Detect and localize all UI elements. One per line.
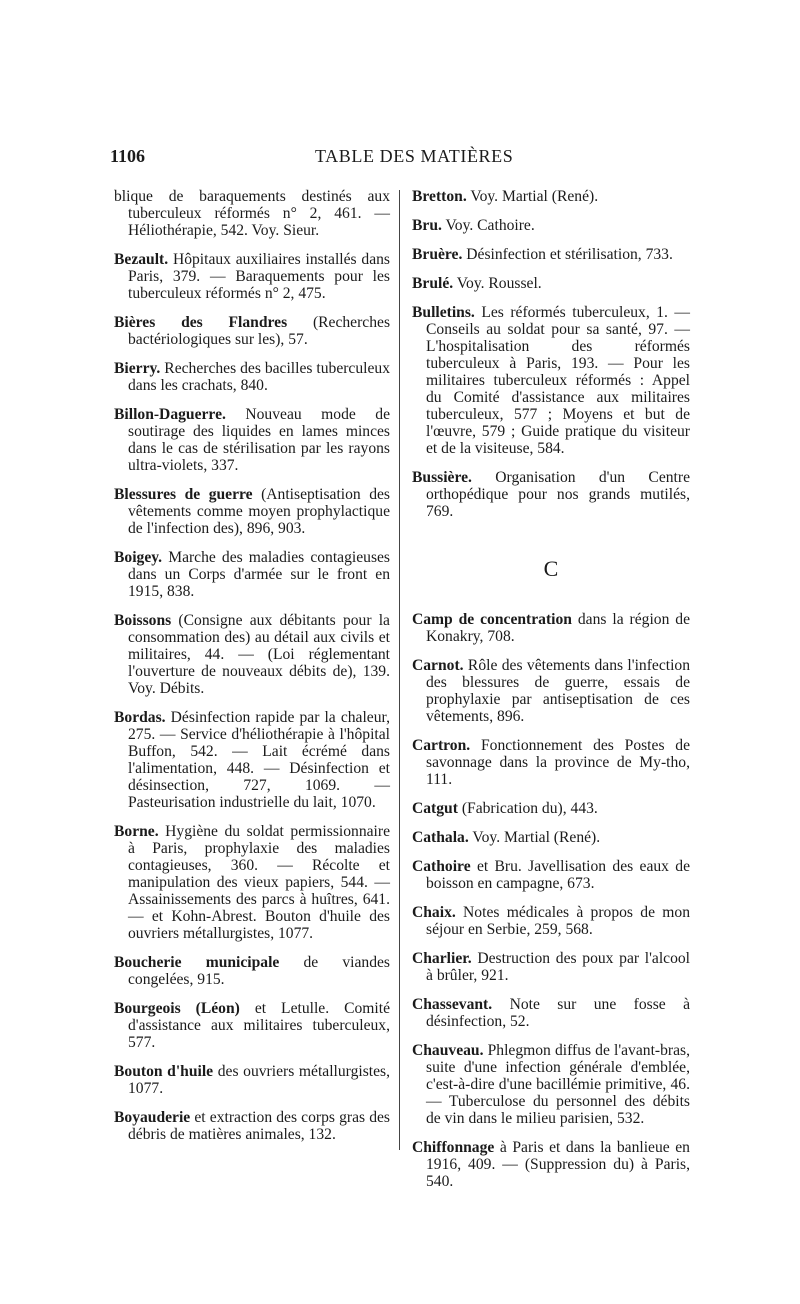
index-entry <box>412 217 690 234</box>
entry-heading: Bierry. <box>114 360 161 377</box>
entry-text: Recherches des bacilles tuberculeux dans les crachats, 840. <box>128 360 391 394</box>
entry-text: blique de baraquements destinés aux tuberculeux réformés n° 2, 461. — Héliothérapie, 542. Voy. Sieur. <box>114 188 390 239</box>
entry-heading: Charlier. <box>412 950 472 967</box>
entry-text: Voy. Roussel. <box>456 275 542 292</box>
index-entry <box>114 549 390 600</box>
entry-heading: Chauveau. <box>412 1042 484 1059</box>
index-entry <box>114 406 390 474</box>
entry-heading: Catgut <box>412 800 458 817</box>
index-entry <box>114 251 390 302</box>
entry-text: (Fabrication du), 443. <box>461 800 598 817</box>
entry-heading: Bretton. <box>412 188 467 205</box>
index-entry <box>412 950 690 984</box>
entry-text: Fonctionnement des Postes de savonnage dans la province de My-tho, 111. <box>426 737 690 788</box>
index-entry <box>412 657 690 725</box>
entry-text: Marche des maladies contagieuses dans un Corps d'armée sur le front en 1915, 838. <box>128 549 390 600</box>
index-entries-c <box>412 611 690 1190</box>
index-entry <box>114 1000 390 1051</box>
entry-text: Rôle des vêtements dans l'infection des blessures de guerre, essais de prophylaxie par antiseptisation de ces vêtements, 896. <box>426 657 690 725</box>
entry-heading: Chassevant. <box>412 996 493 1013</box>
entry-text: Désinfection rapide par la chaleur, 275. — Service d'héliothérapie à l'hôpital Buffon, 542. — Lait écrémé dans l'alimentation, 448. — Désinfection et désinsection, 727, 1069. — Pasteurisation industrielle du lait, 1070. <box>128 709 390 811</box>
index-entry <box>412 275 690 292</box>
entry-text: Les réformés tuberculeux, 1. — Conseils au soldat pour sa santé, 97. — L'hospitalisation des réformés tuberculeux à Paris, 193. — Pour les militaires tuberculeux réformés : Appel du Comité d'assistance aux militaires tuberculeux, 577 ; Moyens et but de l'œuvre, 579 ; Guide pratique du visiteur et de la visiteuse, 584. <box>426 304 690 457</box>
entry-heading: Cathoire <box>412 858 471 875</box>
entry-text: à Paris et dans la banlieue en 1916, 409. — (Suppression du) à Paris, 540. <box>426 1139 690 1190</box>
index-entry <box>114 1109 390 1143</box>
index-entry <box>412 246 690 263</box>
entry-heading: Bouton d'huile <box>114 1063 214 1080</box>
index-entry <box>412 904 690 938</box>
entry-text: des ouvriers métallurgistes, 1077. <box>128 1063 390 1097</box>
entry-heading: Boucherie municipale <box>114 954 280 971</box>
entry-text: Voy. Martial (René). <box>472 829 601 846</box>
entry-text: de viandes congelées, 915. <box>128 954 390 988</box>
index-entry <box>114 314 390 348</box>
entry-heading: Cathala. <box>412 829 469 846</box>
index-entry <box>412 737 690 788</box>
entry-heading: Bordas. <box>114 709 166 726</box>
section-letter: C <box>543 556 559 581</box>
entry-heading: Camp de concentration <box>412 611 572 628</box>
entry-heading: Boyauderie <box>114 1109 191 1126</box>
entry-heading: Carnot. <box>412 657 464 674</box>
entry-heading: Bières des Flandres <box>114 314 288 331</box>
running-title: TABLE DES MATIÈRES <box>315 146 514 166</box>
index-entry <box>412 469 690 520</box>
index-entry <box>114 360 390 394</box>
entry-heading: Billon-Daguerre. <box>114 406 226 423</box>
entry-heading: Bourgeois (Léon) <box>114 1000 240 1017</box>
index-entry <box>412 304 690 457</box>
entry-heading: Bruère. <box>412 246 463 263</box>
right-column <box>412 188 690 1202</box>
page-header <box>110 146 700 170</box>
entry-text: Désinfection et stérilisation, 733. <box>466 246 673 263</box>
entry-text: Voy. Cathoire. <box>445 217 535 234</box>
entry-heading: Blessures de guerre <box>114 486 253 503</box>
entry-text: Phlegmon diffus de l'avant-bras, suite d'une infection générale d'emblée, c'est-à-dire d'une bacillémie primitive, 46. — Tuberculose du personnel des débits de vin dans le milieu parisien, 532. <box>426 1042 690 1127</box>
entry-heading: Bru. <box>412 217 442 234</box>
index-entry <box>114 709 390 811</box>
left-column <box>114 188 390 1155</box>
entry-text: Notes médicales à propos de mon séjour en Serbie, 259, 568. <box>426 904 690 938</box>
entry-heading: Chaix. <box>412 904 456 921</box>
entry-text: et Letulle. Comité d'assistance aux militaires tuberculeux, 577. <box>128 1000 390 1051</box>
entry-text: Voy. Martial (René). <box>470 188 599 205</box>
entry-text: dans la région de Konakry, 708. <box>426 611 690 645</box>
entry-heading: Chiffonnage <box>412 1139 495 1156</box>
entry-text: Destruction des poux par l'alcool à brûler, 921. <box>426 950 690 984</box>
entry-heading: Bussière. <box>412 469 472 486</box>
index-entry <box>114 823 390 942</box>
index-entry <box>412 611 690 645</box>
entry-heading: Boigey. <box>114 549 163 566</box>
entry-text: Note sur une fosse à désinfection, 52. <box>426 996 690 1030</box>
index-entry <box>114 954 390 988</box>
index-entry <box>412 829 690 846</box>
entry-text: Organisation d'un Centre orthopédique pour nos grands mutilés, 769. <box>426 469 690 520</box>
index-entry <box>114 1063 390 1097</box>
entry-heading: Boissons <box>114 612 172 629</box>
column-divider <box>399 190 400 1150</box>
index-entry <box>412 858 690 892</box>
index-entry <box>412 188 690 205</box>
entry-heading: Borne. <box>114 823 159 840</box>
entry-text: (Antiseptisation des vêtements comme moyen prophylactique de l'infection des), 896, 903. <box>128 486 390 537</box>
entry-text: Nouveau mode de soutirage des liquides en lames minces dans le cas de stérilisation par les rayons ultra-violets, 337. <box>128 406 390 474</box>
index-entry <box>114 188 390 239</box>
page-number: 1106 <box>110 146 146 166</box>
entry-text: et extraction des corps gras des débris de matières animales, 132. <box>128 1109 390 1143</box>
entry-text: Hygiène du soldat permissionnaire à Paris, prophylaxie des maladies contagieuses, 360. — Récolte et manipulation des vieux papiers, 544. — Assainissements des parcs à huîtres, 641. — et Kohn-Abrest. Bouton d'huile des ouvriers métallurgistes, 1077. <box>128 823 390 942</box>
entry-heading: Bulletins. <box>412 304 475 321</box>
index-entry <box>412 800 690 817</box>
index-entry <box>412 1139 690 1190</box>
entry-text: Hôpitaux auxiliaires installés dans Paris, 379. — Baraquements pour les tuberculeux réformés n° 2, 475. <box>128 251 390 302</box>
index-entries-b <box>412 188 690 520</box>
entry-text: et Bru. Javellisation des eaux de boisson en campagne, 673. <box>426 858 690 892</box>
index-entry <box>114 612 390 697</box>
entry-heading: Cartron. <box>412 737 471 754</box>
entry-text: (Recherches bactériologiques sur les), 57. <box>128 314 391 348</box>
entry-heading: Bezault. <box>114 251 169 268</box>
entry-heading: Brulé. <box>412 275 454 292</box>
entry-text: (Consigne aux débitants pour la consommation des) au détail aux civils et militaires, 44. — (Loi réglementant l'ouverture de nouveaux débits de), 139. Voy. Débits. <box>128 612 390 697</box>
index-entry <box>412 1042 690 1127</box>
index-entry <box>412 996 690 1030</box>
index-entry <box>114 486 390 537</box>
